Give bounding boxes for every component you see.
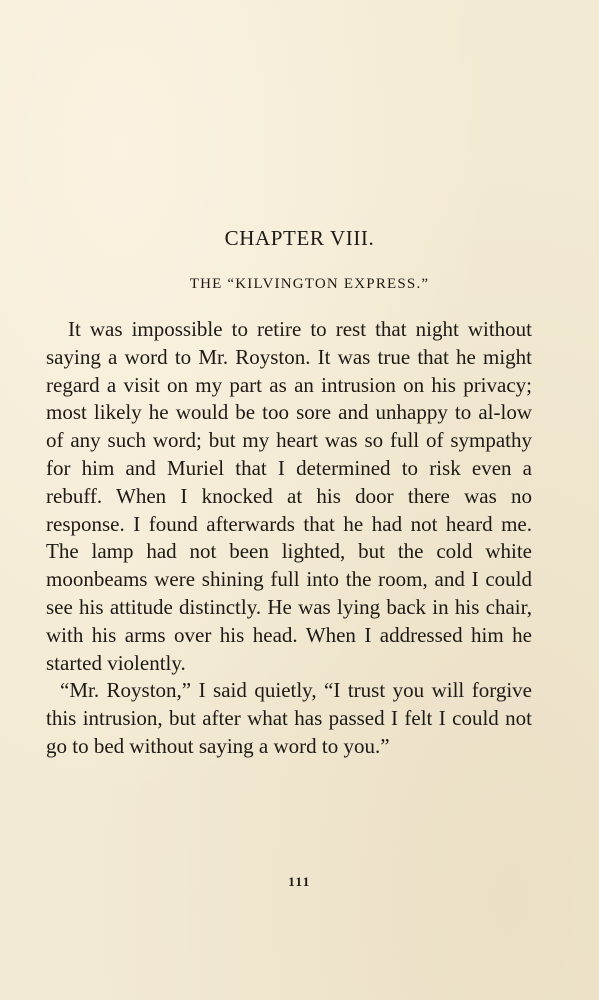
paragraph-2: “Mr. Royston,” I said quietly, “I trust you will forgive this intrusion, but after what has passed I felt I could not go to bed without saying a word to you.” xyxy=(46,678,532,758)
chapter-body xyxy=(46,316,532,761)
chapter-title: THE “KILVINGTON EXPRESS.” xyxy=(189,276,430,292)
chapter-heading: CHAPTER VIII. xyxy=(224,226,375,250)
paragraph-1: It was impossible to retire to rest that night without saying a word to Mr. Royston. It was true that he might regard a visit on my part as an intrusion on his privacy; most likely he would be too sore and unhappy to al-low of any such word; but my heart was so full of sympathy for him and Muriel that I determined to risk even a rebuff. When I knocked at his door there was no response. I found afterwards that he had not heard me. The lamp had not been lighted, but the cold white moonbeams were shining full into the room, and I could see his attitude distinctly. He was lying back in his chair, with his arms over his head. When I addressed him he started violently. xyxy=(46,317,532,675)
page-number: 111 xyxy=(288,874,311,889)
